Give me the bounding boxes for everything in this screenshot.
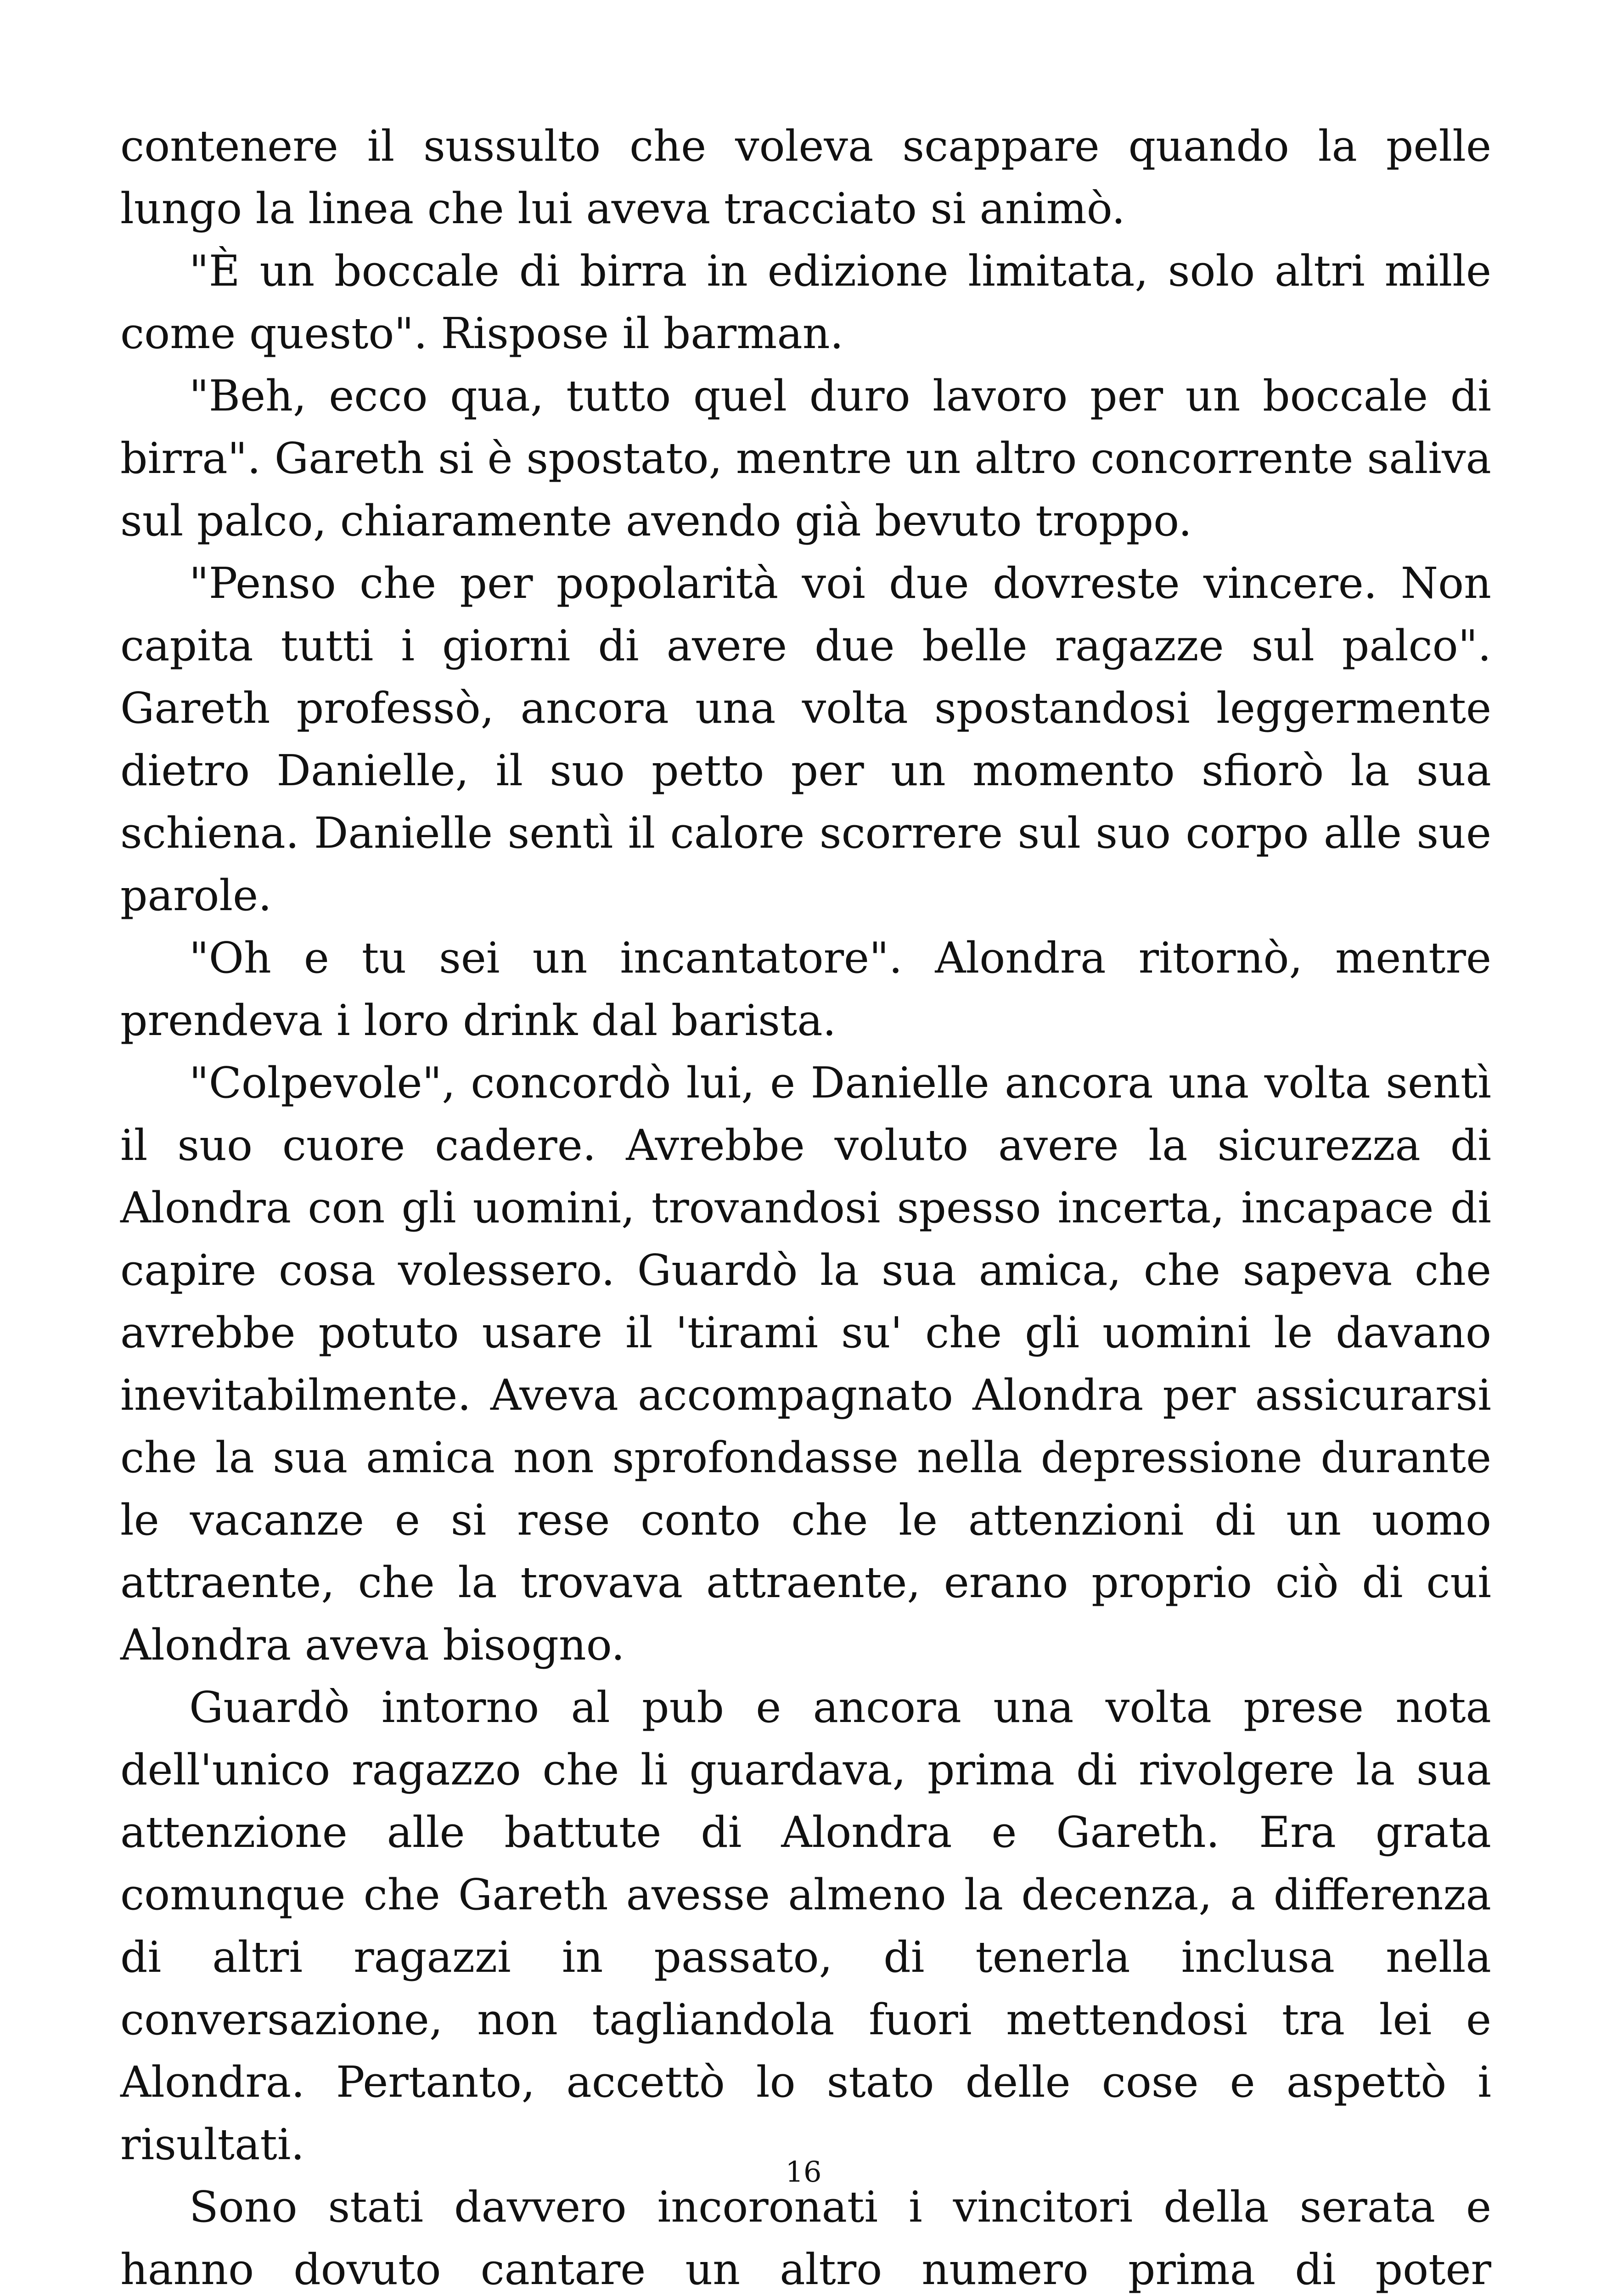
paragraph-continuation: contenere il sussulto che voleva scappare quando la pelle lungo la linea che lui aveva tracciato si animò. bbox=[120, 121, 1491, 233]
paragraph: "Beh, ecco qua, tutto quel duro lavoro per un boccale di birra". Gareth si è spostato, mentre un altro concorrente saliva sul palco, chiaramente avendo già bevuto troppo. bbox=[120, 371, 1491, 546]
paragraph: "Oh e tu sei un incantatore". Alondra ritornò, mentre prendeva i loro drink dal barista. bbox=[120, 933, 1491, 1045]
paragraph: "Penso che per popolarità voi due dovreste vincere. Non capita tutti i giorni di avere due belle ragazze sul palco". Gareth professò, ancora una volta spostandosi leggermente dietro Danielle, il suo petto per un momento sfiorò la sua schiena. Danielle sentì il calore scorrere sul suo corpo alle sue parole. bbox=[120, 558, 1491, 920]
paragraph: Sono stati davvero incoronati i vincitori della serata e hanno dovuto cantare un altro numero prima di poter bbox=[120, 2182, 1491, 2294]
body-text bbox=[120, 115, 1491, 2296]
paragraph: Guardò intorno al pub e ancora una volta prese nota dell'unico ragazzo che li guardava, prima di rivolgere la sua attenzione alle battute di Alondra e Gareth. Era grata comunque che Gareth avesse almeno la decenza, a differenza di altri ragazzi in passato, di tenerla inclusa nella conversazione, non tagliandola fuori mettendosi tra lei e Alondra. Pertanto, accettò lo stato delle cose e aspettò i risultati. bbox=[120, 1683, 1491, 2169]
paragraph: "È un boccale di birra in edizione limitata, solo altri mille come questo". Rispose il barman. bbox=[120, 246, 1491, 358]
page-number: 16 bbox=[785, 2155, 822, 2189]
paragraph: "Colpevole", concordò lui, e Danielle ancora una volta sentì il suo cuore cadere. Avrebbe voluto avere la sicurezza di Alondra con gli uomini, trovandosi spesso incerta, incapace di capire cosa volessero. Guardò la sua amica, che sapeva che avrebbe potuto usare il 'tirami su' che gli uomini le davano inevitabilmente. Aveva accompagnato Alondra per assicurarsi che la sua amica non sprofondasse nella depressione durante le vacanze e si rese conto che le attenzioni di un uomo attraente, che la trovava attraente, erano proprio ciò di cui Alondra aveva bisogno. bbox=[120, 1058, 1491, 1670]
